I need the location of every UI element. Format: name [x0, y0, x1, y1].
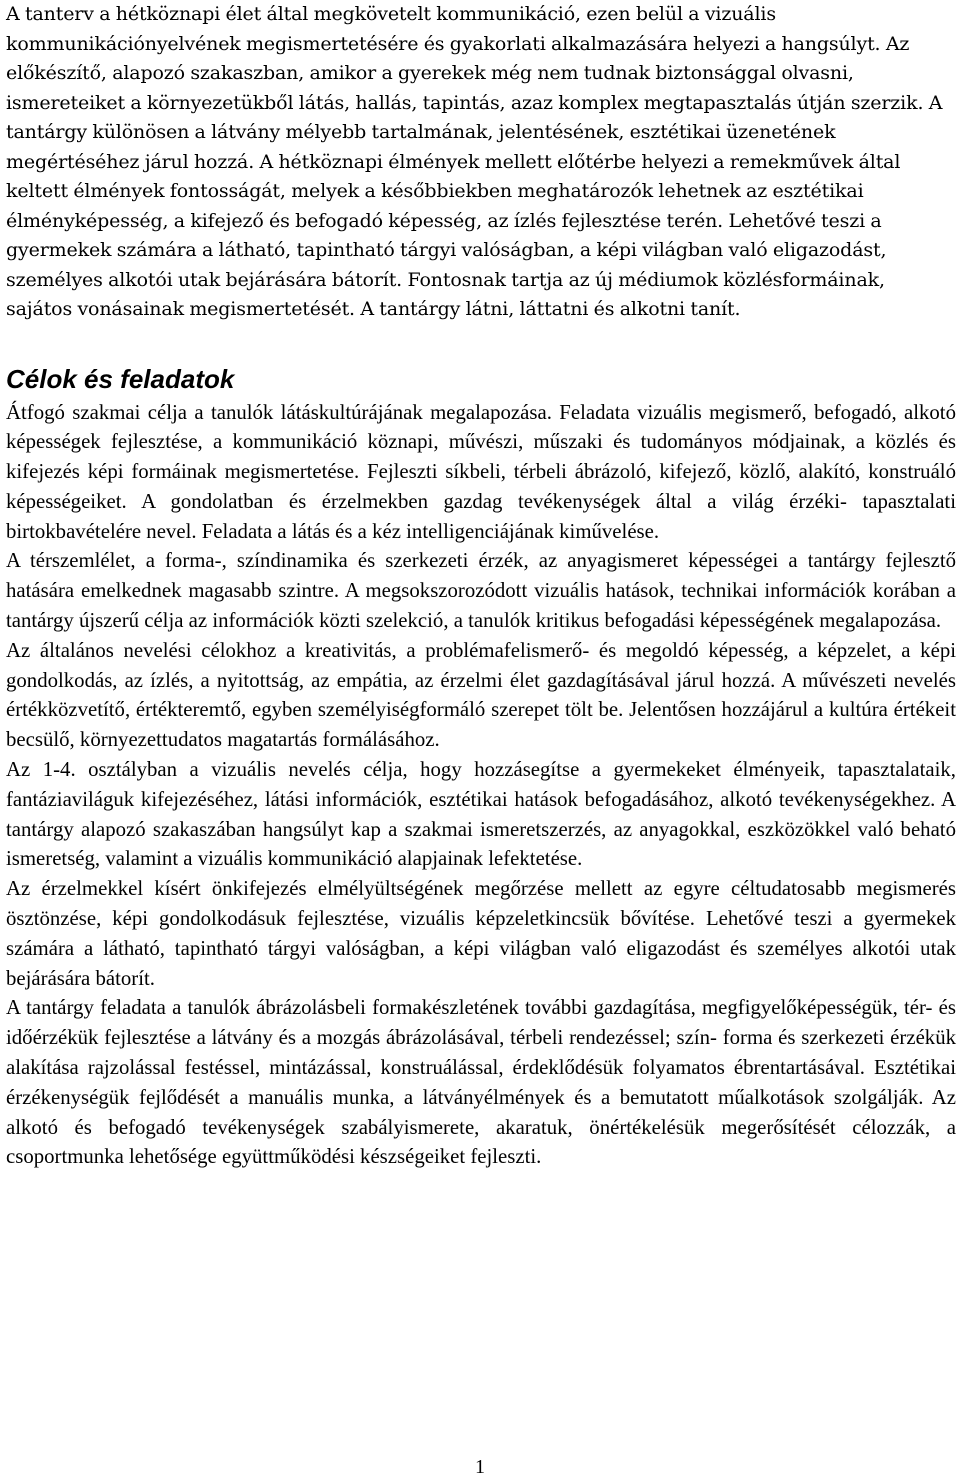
body-paragraph-6: A tantárgy feladata a tanulók ábrázolásbeli formakészletének további gazdagítása, megfigyelőképességük, tér- és időérzékük fejlesztése a látvány és a mozgás ábrázolásával, térbeli rendezéssel; szín- forma és szerkezeti érzékük alakítása rajzolással festéssel, mintázással, konstruálással, érdeklődésük folyamatos ébrentartásával. Esztétikai érzékenységük fejlődését a manuális munka, a látványélmények és a bemutatott műalkotások szolgálják. Az alkotó és befogadó tevékenységek szabályismerete, akaratuk, önértékelésük megerősítését célozzák, a csoportmunka lehetősége együttműködési készségeiket fejleszti. — [6, 996, 956, 1169]
body-paragraph-5: Az érzelmekkel kísért önkifejezés elmélyültségének megőrzése mellett az egyre céltudatosabb megismerés ösztönzése, képi gondolkodásuk fejlesztése, vizuális képzeletkincsük bővítése. Lehetővé teszi a gyermekek számára a látható, tapintható tárgyi valóságban, a képi világban való eligazodást és személyes alkotói utak bejárására bátorít. — [6, 877, 956, 990]
intro-paragraph: A tanterv a hétköznapi élet által megkövetelt kommunikáció, ezen belül a vizuális kommunikációnyelvének megismertetésére és gyakorlati alkalmazására helyezi a hangsúlyt. Az előkészítő, alapozó szakaszban, amikor a gyerekek még nem tudnak biztonsággal olvasni, ismereteiket a környezetükből látás, hallás, tapintás, azaz komplex megtapasztalás útján szerzik. A tantárgy különösen a látvány mélyebb tartalmának, jelentésének, esztétikai üzenetének megértéséhez járul hozzá. A hétköznapi élmények mellett előtérbe helyezi a remekművek által keltett élmények fontosságát, melyek a későbbiekben meghatározók lehetnek az esztétikai élményképesség, a kifejező és befogadó képesség, az ízlés fejlesztése terén. Lehetővé teszi a gyermekek számára a látható, tapintható tárgyi valóságban, a képi világban való eligazodást, személyes alkotói utak bejárására bátorít. Fontosnak tartja az új médiumok közlésformáinak, sajátos vonásainak megismertetését. A tantárgy látni, láttatni és alkotni tanít. — [6, 3, 943, 320]
section-heading: Célok és feladatok — [6, 363, 235, 394]
body-paragraph-1: Átfogó szakmai célja a tanulók látáskultúrájának megalapozása. Feladata vizuális megismerő, befogadó, alkotó képességek fejlesztése, a kommunikáció köznapi, művészi, műszaki és tudományos módjainak, a közlés és kifejezés képi formáinak megismertetése. Fejleszti síkbeli, térbeli ábrázoló, kifejező, közlő, alakító, konstruáló képességeiket. A gondolatban és érzelmekben gazdag tevékenységek által a világ érzéki- tapasztalati birtokbavételére nevel. Feladata a látás és a kéz intelligenciájának kiművelése. — [6, 400, 956, 543]
document-page — [6, 0, 956, 1172]
body-paragraph-4: Az 1-4. osztályban a vizuális nevelés célja, hogy hozzásegítse a gyermekeket élményeik, tapasztalataik, fantáziaviláguk kifejezéséhez, látási információk, esztétikai hatások befogadásához, alkotó tevékenységekhez. A tantárgy alapozó szakaszában hangsúlyt kap a szakmai ismeretszerzés, az anyagokkal, eszközökkel való beható ismeretség, valamint a vizuális kommunikáció alapjainak lefektetése. — [6, 758, 956, 871]
body-paragraph-3: Az általános nevelési célokhoz a kreativitás, a problémafelismerő- és megoldó képesség, a képzelet, a képi gondolkodás, az ízlés, a nyitottság, az empátia, az érzelmi élet gazdagításával járul hozzá. A művészeti nevelés értékközvetítő, értékteremtő, egyben személyiségformáló szerepet tölt be. Jelentősen hozzájárul a kultúra értékeit becsülő, környezettudatos magatartás formálásához. — [6, 638, 956, 752]
section-body — [6, 398, 956, 1173]
body-paragraph-2: A térszemlélet, a forma-, színdinamika és szerkezeti érzék, az anyagismeret képességei a tantárgy fejlesztő hatására emelkednek magasabb szintre. A megsokszorozódott vizuális hatások, technikai információk korában a tantárgy újszerű célja az információk közti szelekció, a tanulók kritikus befogadási képességének megalapozása. — [6, 549, 956, 633]
page-number: 1 — [475, 1456, 485, 1478]
